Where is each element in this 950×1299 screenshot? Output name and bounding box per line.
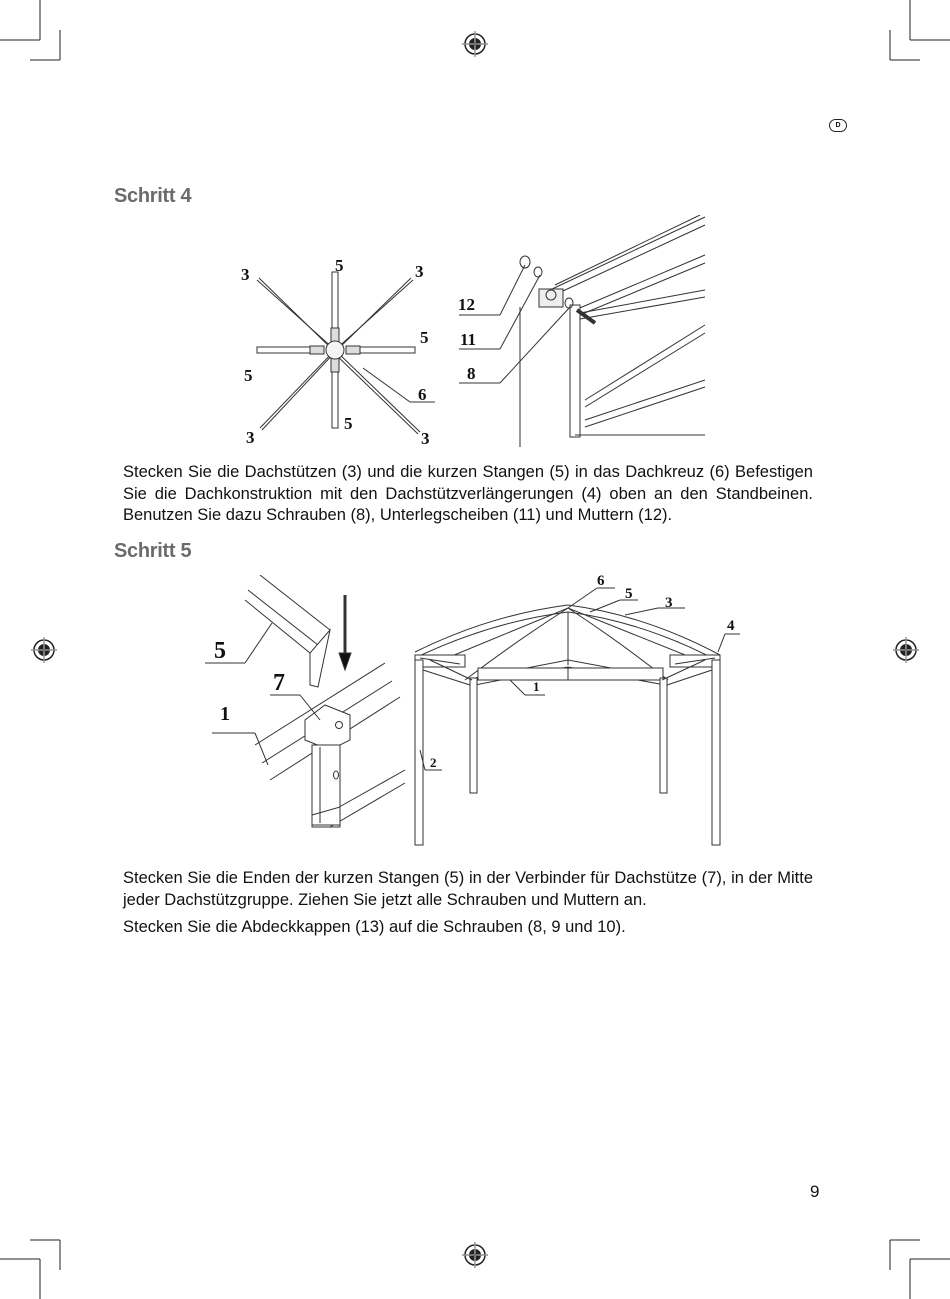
label-1: 1 — [220, 703, 230, 725]
label-3-bottom-right: 3 — [421, 429, 430, 448]
step-4-heading: Schritt 4 — [114, 185, 192, 207]
page-number: 9 — [810, 1182, 820, 1201]
label-5: 5 — [625, 586, 633, 602]
step-4-instructions — [123, 462, 813, 527]
step-5-paragraph-1: Stecken Sie die Enden der kurzen Stangen (5) in der Verbinder für Dachstütze (7), in der Mitte jeder Dachstützgruppe. Ziehen Sie jetzt alle Schrauben und Muttern an. — [123, 869, 813, 909]
label-6: 6 — [597, 573, 605, 589]
step-5-instructions — [123, 868, 813, 939]
label-1: 1 — [533, 679, 540, 694]
language-badge: D — [829, 119, 847, 132]
label-5-right: 5 — [420, 328, 429, 347]
step-5-gazebo-frame-diagram — [400, 570, 750, 850]
label-8: 8 — [467, 364, 476, 383]
step-4-paragraph: Stecken Sie die Dachstützen (3) und die kurzen Stangen (5) in das Dachkreuz (6) Befestigen Sie die Dachkonstruktion mit den Dachstützverlängerungen (4) oben an den Standbeinen. Benutzen Sie dazu Schrauben (8), Unterlegscheiben (11) und Muttern (12). — [123, 463, 813, 524]
step-5-connector-detail-diagram — [200, 575, 410, 850]
step-5-heading: Schritt 5 — [114, 540, 192, 562]
label-2: 2 — [430, 755, 437, 770]
label-3-top-right: 3 — [415, 262, 424, 281]
label-6: 6 — [418, 385, 427, 404]
label-4: 4 — [727, 618, 735, 634]
label-11: 11 — [460, 330, 477, 349]
label-3: 3 — [665, 595, 673, 611]
step-5-paragraph-2: Stecken Sie die Abdeckkappen (13) auf die Schrauben (8, 9 und 10). — [123, 918, 626, 936]
label-5-bottom: 5 — [344, 414, 353, 433]
label-3-top-left: 3 — [241, 265, 250, 284]
label-5: 5 — [214, 638, 226, 664]
label-12: 12 — [458, 295, 475, 314]
label-5-left: 5 — [244, 366, 253, 385]
label-7: 7 — [273, 670, 285, 696]
label-3-bottom-left: 3 — [246, 428, 255, 447]
label-5-top: 5 — [335, 256, 344, 275]
step-4-bracket-detail-diagram — [455, 215, 710, 450]
step-4-roof-cross-diagram — [235, 250, 440, 450]
